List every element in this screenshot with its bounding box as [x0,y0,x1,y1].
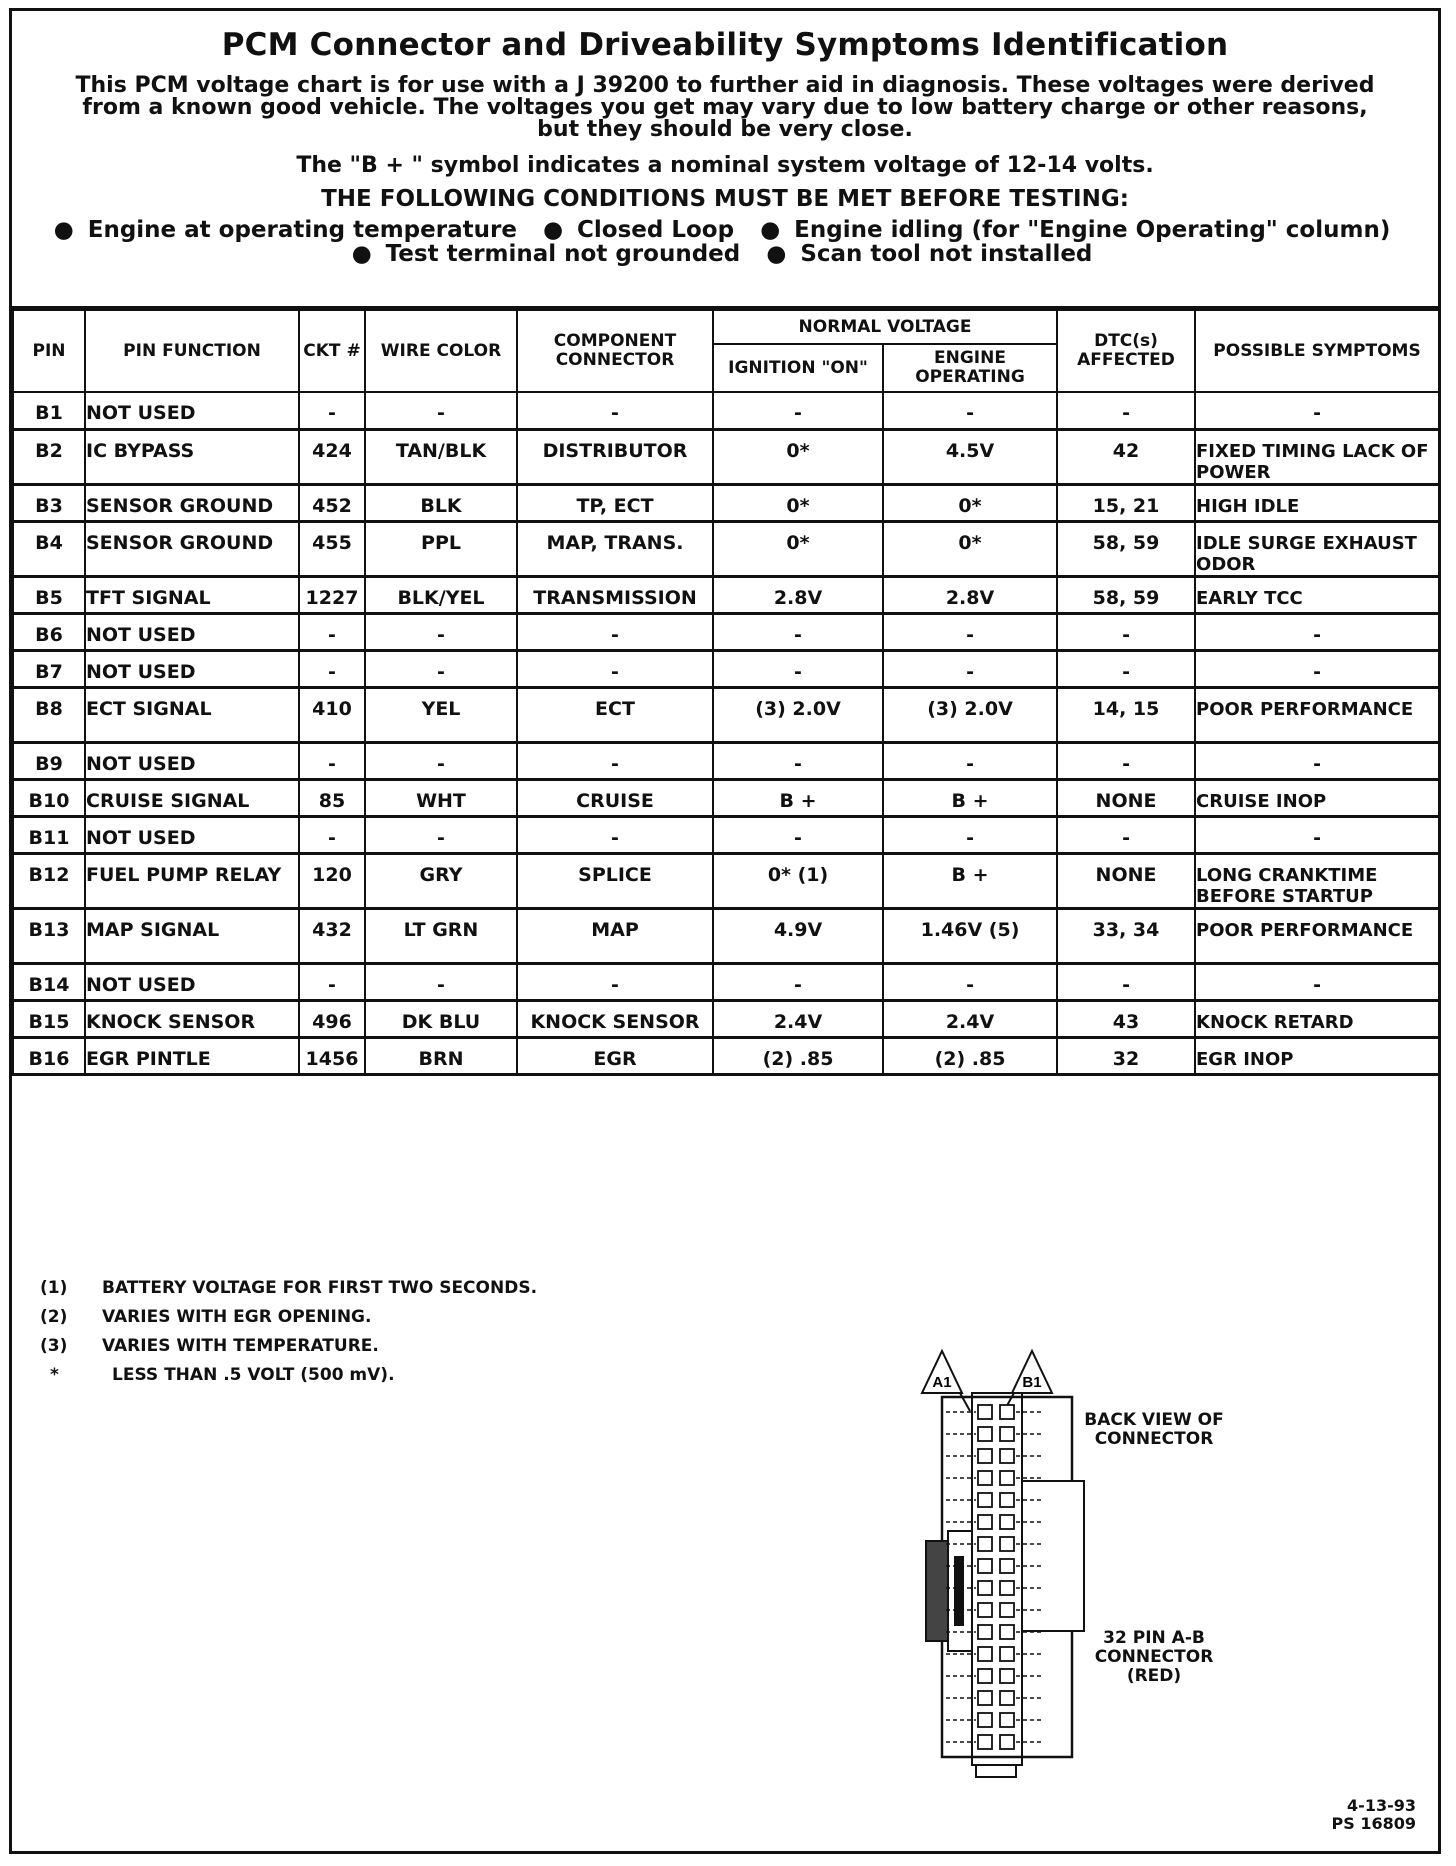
table-row [13,853,1439,908]
cell-engine: 1.46V (5) [883,908,1057,963]
cell-component: - [517,816,713,853]
cell-function: IC BYPASS [85,429,299,484]
cell-wire: - [365,963,517,1000]
condition-item: ● Engine at operating temperature [53,217,517,243]
condition-item: ● Engine idling (for "Engine Operating" column) [760,217,1391,243]
footnotes [40,1273,537,1389]
table-row [13,1000,1439,1037]
pin-a-cavity [978,1669,992,1683]
cell-symptoms: IDLE SURGE EXHAUST ODOR [1195,521,1439,576]
cell-ignition: - [713,613,883,650]
header-pin: PIN [13,310,85,392]
connector-foot [976,1765,1016,1777]
cell-component: MAP, TRANS. [517,521,713,576]
pin-a-cavity [978,1581,992,1595]
footnote-key: (3) [40,1335,68,1356]
cell-dtc: 58, 59 [1057,576,1195,613]
table-row [13,742,1439,779]
cell-engine: 0* [883,484,1057,521]
cell-symptoms: EGR INOP [1195,1037,1439,1074]
footnote-key: * [50,1364,59,1385]
header-wire-color: WIRE COLOR [365,310,517,392]
cell-ignition: 2.8V [713,576,883,613]
cell-pin: B1 [13,392,85,429]
cell-ckt: - [299,392,365,429]
cell-component: ECT [517,687,713,742]
cell-wire: YEL [365,687,517,742]
cell-wire: PPL [365,521,517,576]
cell-dtc: - [1057,392,1195,429]
cell-symptoms: - [1195,650,1439,687]
cell-ckt: 432 [299,908,365,963]
cell-wire: LT GRN [365,908,517,963]
header-ignition-on: IGNITION "ON" [713,344,883,392]
footnote-text: VARIES WITH EGR OPENING. [102,1306,372,1327]
footnote [40,1302,537,1331]
cell-ignition: 0* [713,521,883,576]
cell-dtc: 33, 34 [1057,908,1195,963]
connector-type-label: 32 PIN A-B CONNECTOR (RED) [1094,1628,1214,1686]
table-row [13,392,1439,429]
cell-wire: DK BLU [365,1000,517,1037]
table-row [13,650,1439,687]
cell-component: TP, ECT [517,484,713,521]
header-normal-voltage: NORMAL VOLTAGE [713,310,1057,344]
table-row [13,908,1439,963]
condition-item: ● Closed Loop [542,217,735,243]
cell-ckt: 1227 [299,576,365,613]
cell-symptoms: - [1195,613,1439,650]
cell-wire: BRN [365,1037,517,1074]
cell-engine: - [883,650,1057,687]
cell-symptoms: FIXED TIMING LACK OF POWER [1195,429,1439,484]
header-ckt: CKT # [299,310,365,392]
cell-ignition: 4.9V [713,908,883,963]
cell-symptoms: POOR PERFORMANCE [1195,687,1439,742]
cell-pin: B8 [13,687,85,742]
pin-b-cavity [1000,1735,1014,1749]
cell-function: MAP SIGNAL [85,908,299,963]
cell-engine: B + [883,853,1057,908]
cell-ckt: 452 [299,484,365,521]
table-row [13,816,1439,853]
footnote-text: BATTERY VOLTAGE FOR FIRST TWO SECONDS. [102,1277,538,1298]
cell-ignition: B + [713,779,883,816]
cell-wire: BLK/YEL [365,576,517,613]
footer-ps-number: PS 16809 [1331,1814,1416,1833]
header-possible-symptoms: POSSIBLE SYMPTOMS [1195,310,1439,392]
pin-b-cavity [1000,1405,1014,1419]
cell-engine: - [883,613,1057,650]
cell-ckt: 455 [299,521,365,576]
footnote-key: (1) [40,1277,68,1298]
cell-engine: - [883,963,1057,1000]
cell-ignition: - [713,742,883,779]
pin-a-cavity [978,1537,992,1551]
bplus-note: The "B + " symbol indicates a nominal system voltage of 12-14 volts. [296,153,1154,178]
cell-component: - [517,742,713,779]
condition-item: ● Scan tool not installed [766,241,1093,267]
cell-ignition: 0* [713,484,883,521]
cell-engine: (3) 2.0V [883,687,1057,742]
footnote [40,1360,537,1389]
cell-pin: B10 [13,779,85,816]
cell-engine: - [883,392,1057,429]
cell-pin: B5 [13,576,85,613]
cell-function: NOT USED [85,816,299,853]
cell-symptoms: CRUISE INOP [1195,779,1439,816]
cell-ignition: 2.4V [713,1000,883,1037]
cell-wire: TAN/BLK [365,429,517,484]
pin-b-cavity [1000,1471,1014,1485]
cell-pin: B16 [13,1037,85,1074]
pin-a-cavity [978,1449,992,1463]
pin-b-cavity [1000,1669,1014,1683]
footnote [40,1331,537,1360]
cell-pin: B9 [13,742,85,779]
cell-function: KNOCK SENSOR [85,1000,299,1037]
a1-leader-line [960,1393,970,1411]
cell-wire: - [365,742,517,779]
cell-engine: B + [883,779,1057,816]
table-row [13,779,1439,816]
cell-component: - [517,963,713,1000]
cell-component: KNOCK SENSOR [517,1000,713,1037]
header-dtc-affected: DTC(s) AFFECTED [1057,310,1195,392]
cell-component: CRUISE [517,779,713,816]
pin-b-cavity [1000,1581,1014,1595]
cell-function: NOT USED [85,613,299,650]
table-row [13,521,1439,576]
cell-ignition: (2) .85 [713,1037,883,1074]
pin-b-cavity [1000,1647,1014,1661]
cell-pin: B4 [13,521,85,576]
cell-ckt: - [299,816,365,853]
pin-a-cavity [978,1735,992,1749]
cell-function: SENSOR GROUND [85,521,299,576]
pin-a-cavity [978,1713,992,1727]
cell-pin: B6 [13,613,85,650]
cell-component: - [517,650,713,687]
cell-dtc: - [1057,963,1195,1000]
cell-wire: - [365,816,517,853]
cell-engine: 2.8V [883,576,1057,613]
cell-symptoms: POOR PERFORMANCE [1195,908,1439,963]
table-row [13,576,1439,613]
pin-a-cavity [978,1647,992,1661]
pin-b-cavity [1000,1493,1014,1507]
footnote-key: (2) [40,1306,68,1327]
table-row [13,429,1439,484]
cell-symptoms: - [1195,392,1439,429]
cell-function: TFT SIGNAL [85,576,299,613]
cell-symptoms: HIGH IDLE [1195,484,1439,521]
header-component-connector: COMPONENT CONNECTOR [517,310,713,392]
cell-component: SPLICE [517,853,713,908]
pin-b-cavity [1000,1603,1014,1617]
cell-ckt: 496 [299,1000,365,1037]
back-view-label: BACK VIEW OF CONNECTOR [1084,1410,1224,1449]
cell-symptoms: - [1195,816,1439,853]
footnote-text: VARIES WITH TEMPERATURE. [102,1335,379,1356]
cell-dtc: 42 [1057,429,1195,484]
chart-frame [9,8,1441,1854]
cell-component: TRANSMISSION [517,576,713,613]
cell-symptoms: KNOCK RETARD [1195,1000,1439,1037]
cell-ckt: - [299,613,365,650]
cell-ckt: - [299,742,365,779]
cell-symptoms: EARLY TCC [1195,576,1439,613]
cell-wire: BLK [365,484,517,521]
cell-engine: - [883,742,1057,779]
intro-line: from a known good vehicle. The voltages you get may vary due to low battery charge or other reasons, [82,95,1368,120]
table-row [13,1037,1439,1074]
conditions-heading: THE FOLLOWING CONDITIONS MUST BE MET BEFORE TESTING: [321,186,1129,212]
intro-line: but they should be very close. [537,117,913,142]
cell-symptoms: - [1195,742,1439,779]
intro-line: This PCM voltage chart is for use with a J 39200 to further aid in diagnosis. These voltages were derived [75,73,1375,98]
pin-b-cavity [1000,1691,1014,1705]
cell-engine: 0* [883,521,1057,576]
cell-ignition: - [713,650,883,687]
cell-wire: - [365,613,517,650]
pin-b-cavity [1000,1427,1014,1441]
cell-function: NOT USED [85,963,299,1000]
cell-symptoms: LONG CRANKTIME BEFORE STARTUP [1195,853,1439,908]
cell-dtc: 32 [1057,1037,1195,1074]
cell-ckt: 120 [299,853,365,908]
cell-function: FUEL PUMP RELAY [85,853,299,908]
cell-function: ECT SIGNAL [85,687,299,742]
cell-component: - [517,392,713,429]
pin-a-cavity [978,1493,992,1507]
pin-a-cavity [978,1603,992,1617]
cell-dtc: - [1057,650,1195,687]
pin-b-cavity [1000,1625,1014,1639]
cell-dtc: - [1057,613,1195,650]
cell-function: CRUISE SIGNAL [85,779,299,816]
connector-drawing [912,1331,1242,1801]
table-row [13,687,1439,742]
cell-engine: 4.5V [883,429,1057,484]
cell-pin: B13 [13,908,85,963]
condition-item: ● Test terminal not grounded [351,241,741,267]
connector-diagram [912,1331,1242,1801]
cell-ignition: - [713,963,883,1000]
cell-dtc: - [1057,816,1195,853]
cell-ignition: 0* (1) [713,853,883,908]
cell-function: SENSOR GROUND [85,484,299,521]
cell-wire: - [365,392,517,429]
cell-ignition: (3) 2.0V [713,687,883,742]
header-pin-function: PIN FUNCTION [85,310,299,392]
intro-text [52,75,1398,141]
cell-pin: B14 [13,963,85,1000]
cell-function: NOT USED [85,392,299,429]
cell-dtc: NONE [1057,779,1195,816]
pin-a-cavity [978,1691,992,1705]
footnote-text: LESS THAN .5 VOLT (500 mV). [112,1364,395,1385]
connector-side-tab [1022,1481,1084,1631]
pin-a-cavity [978,1625,992,1639]
cell-dtc: 58, 59 [1057,521,1195,576]
a1-marker-label: A1 [932,1374,952,1391]
cell-ckt: 424 [299,429,365,484]
pin-a-cavity [978,1471,992,1485]
table-row [13,613,1439,650]
pcm-table [12,309,1440,1076]
cell-pin: B11 [13,816,85,853]
pin-b-cavity [1000,1559,1014,1573]
cell-component: DISTRIBUTOR [517,429,713,484]
conditions-list [12,218,1438,266]
cell-dtc: - [1057,742,1195,779]
page-title: PCM Connector and Driveability Symptoms Identification [221,27,1229,63]
pin-a-cavity [978,1559,992,1573]
footnote [40,1273,537,1302]
cell-ckt: 85 [299,779,365,816]
cell-symptoms: - [1195,963,1439,1000]
cell-engine: (2) .85 [883,1037,1057,1074]
conditions-line [12,218,1438,242]
pin-b-cavity [1000,1537,1014,1551]
pin-b-cavity [1000,1515,1014,1529]
header-engine-operating: ENGINE OPERATING [883,344,1057,392]
b1-marker-label: B1 [1022,1374,1042,1391]
chart-header [12,11,1438,309]
cell-ckt: 1456 [299,1037,365,1074]
cell-component: EGR [517,1037,713,1074]
cell-dtc: 15, 21 [1057,484,1195,521]
cell-pin: B12 [13,853,85,908]
cell-ignition: 0* [713,429,883,484]
cell-wire: GRY [365,853,517,908]
cell-pin: B15 [13,1000,85,1037]
cell-engine: 2.4V [883,1000,1057,1037]
doc-footer [1332,1797,1416,1833]
pin-b-cavity [1000,1713,1014,1727]
conditions-line [12,242,1438,266]
cell-pin: B3 [13,484,85,521]
connector-latch [926,1541,948,1641]
cell-component: - [517,613,713,650]
pin-b-cavity [1000,1449,1014,1463]
footer-date: 4-13-93 [1347,1796,1416,1815]
table-row [13,963,1439,1000]
cell-pin: B2 [13,429,85,484]
pin-a-cavity [978,1427,992,1441]
cell-ckt: 410 [299,687,365,742]
cell-pin: B7 [13,650,85,687]
cell-wire: - [365,650,517,687]
cell-function: NOT USED [85,742,299,779]
cell-dtc: 14, 15 [1057,687,1195,742]
cell-engine: - [883,816,1057,853]
cell-component: MAP [517,908,713,963]
cell-ignition: - [713,816,883,853]
cell-dtc: NONE [1057,853,1195,908]
cell-dtc: 43 [1057,1000,1195,1037]
pin-a-cavity [978,1515,992,1529]
table-row [13,484,1439,521]
cell-ckt: - [299,650,365,687]
cell-ckt: - [299,963,365,1000]
cell-wire: WHT [365,779,517,816]
pin-a-cavity [978,1405,992,1419]
cell-function: NOT USED [85,650,299,687]
cell-function: EGR PINTLE [85,1037,299,1074]
cell-ignition: - [713,392,883,429]
